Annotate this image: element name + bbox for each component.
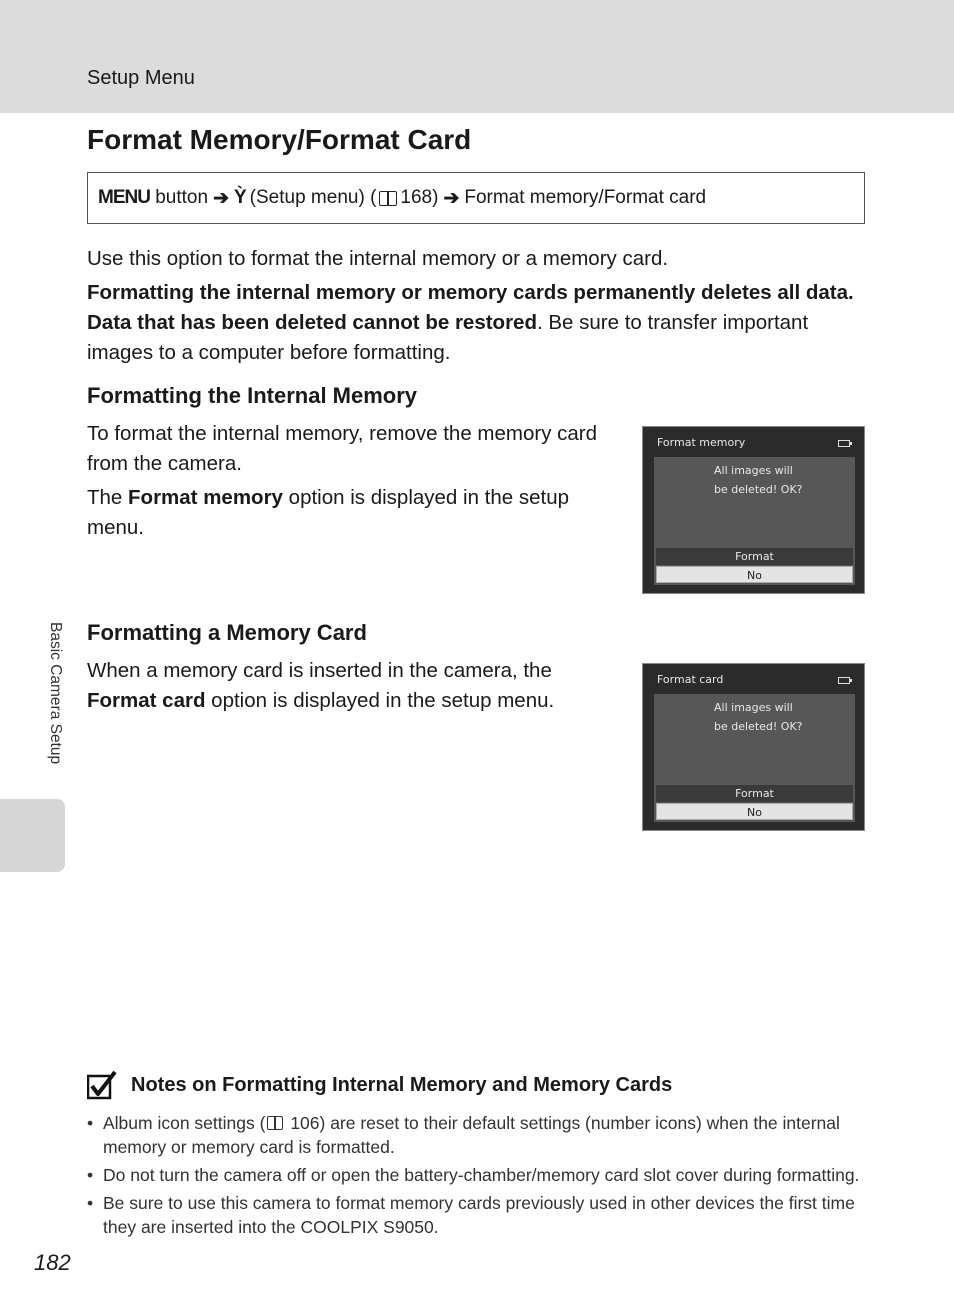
- book-icon: [267, 1116, 283, 1130]
- memory-card-heading: Formatting a Memory Card: [87, 620, 367, 645]
- list-item: • Album icon settings ( 106) are reset to their default settings (number icons) when the internal memory or memory card is formatted.: [87, 1111, 877, 1159]
- page-number: 182: [34, 1250, 71, 1275]
- confirm-message: All images will be deleted! OK?: [714, 701, 803, 733]
- section-label: Setup Menu: [87, 67, 195, 89]
- notes-title: Notes on Formatting Internal Memory and Memory Cards: [131, 1073, 673, 1096]
- side-tab: [0, 799, 65, 872]
- format-card-screen: [642, 663, 865, 831]
- format-option[interactable]: Format: [656, 548, 853, 565]
- warning-rest: . Be sure to transfer important images to a computer before formatting.: [87, 311, 809, 364]
- button-text: button: [155, 187, 209, 208]
- arrow-right-icon: ➔: [213, 187, 229, 209]
- format-option[interactable]: Format: [656, 785, 853, 802]
- battery-icon: [838, 440, 850, 447]
- setup-menu-text: (Setup menu) (: [249, 187, 377, 208]
- menu-path-box: [87, 172, 865, 224]
- list-item: • Be sure to use this camera to format memory cards previously used in other devices the first time they are inserted into the COOLPIX S9050.: [87, 1191, 877, 1239]
- check-icon: [87, 1070, 117, 1100]
- menu-icon: MENU: [98, 187, 150, 208]
- memory-card-paragraph: When a memory card is inserted in the camera, the Format card option is displayed in the setup menu.: [87, 659, 555, 712]
- menu-target: Format memory/Format card: [464, 187, 707, 208]
- notes-list: [87, 1111, 877, 1243]
- internal-paragraph-1: To format the internal memory, remove the memory card from the camera.: [87, 422, 598, 475]
- confirm-dialog: [654, 694, 855, 822]
- header-band: [0, 0, 954, 113]
- battery-icon: [838, 677, 850, 684]
- page-reference: 168): [400, 187, 439, 208]
- intro-text: Use this option to format the internal memory or a memory card.: [87, 247, 669, 270]
- warning-text: [87, 278, 867, 368]
- no-option[interactable]: No: [656, 803, 853, 820]
- confirm-dialog: [654, 457, 855, 585]
- arrow-right-icon: ➔: [443, 187, 460, 209]
- side-section-label: Basic Camera Setup: [47, 622, 64, 765]
- no-option[interactable]: No: [656, 566, 853, 583]
- notes-heading: [87, 1070, 672, 1100]
- internal-memory-heading: Formatting the Internal Memory: [87, 383, 418, 408]
- list-item: • Do not turn the camera off or open the battery-chamber/memory card slot cover during formatting.: [87, 1163, 877, 1187]
- screen-title: Format card: [657, 673, 724, 686]
- page-title: Format Memory/Format Card: [87, 124, 472, 155]
- book-icon: [379, 191, 397, 206]
- screen-title: Format memory: [657, 436, 746, 449]
- internal-paragraph-2: The Format memory option is displayed in the setup menu.: [87, 486, 570, 539]
- wrench-icon: Ỳ: [233, 187, 247, 208]
- confirm-message: All images will be deleted! OK?: [714, 464, 803, 496]
- warning-bold: Formatting the internal memory or memory cards permanently deletes all data. Data that has been deleted cannot be restored: [87, 281, 854, 334]
- format-memory-screen: [642, 426, 865, 594]
